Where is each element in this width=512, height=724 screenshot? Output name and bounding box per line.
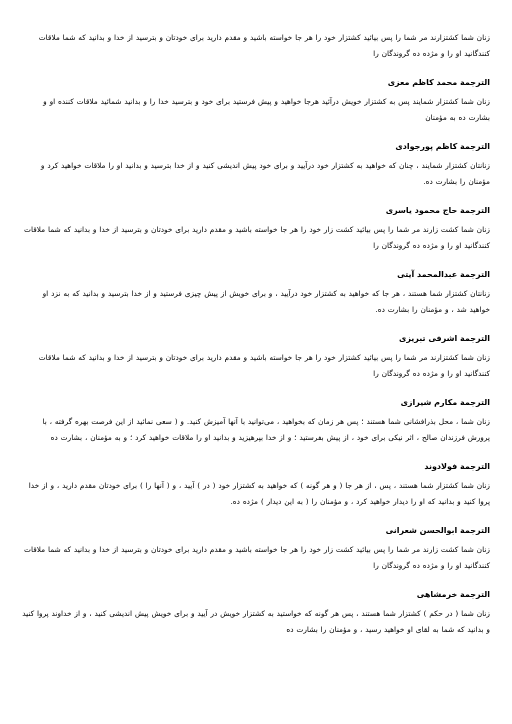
translation-text: زنان شما کشتزارند مر شما را پس بیائید کشتزار خود را هر جا خواسته باشید و مقدم دارید برای خودتان و بترسید از خدا و بدانید که شما ملاقات کنندگانید او را و مژده ده گروندگان را [38,353,490,378]
translation-text: زنان شما کشت زارند مر شما را پس بیائید کشت زار خود را هر جا خواسته باشید و مقدم دارید برای خودتان و بترسید از خدا و بدانید که شما ملاقات کنندگانید او را و مژده ده گروندگان را [23,545,490,570]
translation-entry [22,589,490,638]
translation-title: الترجمة کاظم پورجوادی [395,142,490,151]
translation-entry [22,525,490,574]
translation-text: زنان شما ( در حکم ) کشتزار شما هستند ، پس هر گونه که خواستید به کشتزار خویش در آیید و برای خویش پیش اندیشی کنید ، و از خداوند پروا کنید و بدانید که شما به لقای او خواهید رسید ، و مؤمنان را بشارت ده [22,609,490,634]
translation-title: الترجمة عبدالمحمد آیتی [397,270,490,279]
translation-title: الترجمة حاج محمود یاسری [385,206,490,215]
translation-text: زنانتان کشتزار شمایند ، چنان که خواهید به کشتزار خود درآیید و برای خود پیش اندیشی کنید و از خدا بترسید و بدانید او را ملاقات خواهید کرد و مؤمنان را بشارت ده. [40,161,490,186]
translation-title: الترجمة خرمشاهی [416,590,490,599]
translation-entry [22,333,490,382]
translation-text: زنان شما ، محل بذرافشانی شما هستند ؛ پس هر زمان که بخواهید ، می‌توانید با آنها آمیزش کنید. و ( سعی نمائید از این فرصت بهره گرفته ، با پرورش فرزندان صالح ، اثر نیکی برای خود ، از پیش بفرستید ؛ و از خدا بپرهیزید و بدانید او را ملاقات خواهید کرد ؛ و به مؤمنان ، بشارت ده [42,417,490,442]
translation-text: زنان شما کشت زارند مر شما را پس بیائید کشت زار خود را هر جا خواسته باشید و مقدم دارید برای خودتان و بترسید از خدا و بدانید که شما ملاقات کنندگانید او را و مژده ده گروندگان را [23,225,490,250]
translation-entry [22,77,490,126]
translation-entry [22,141,490,190]
translation-text: زنانتان کشتزار شما هستند ، هر جا که خواهید به کشتزار خود درآیید ، و برای خویش از پیش چیزی فرستید و از خدا بترسید و بدانید که به نزد او خواهید شد ، و مؤمنان را بشارت ده. [42,289,490,314]
translation-entry [22,269,490,318]
translation-entry [22,461,490,510]
translation-text: زنان شما کشتزار شمایند پس به کشتزار خویش درآئید هرجا خواهید و پیش فرستید برای خود و بترسید خدا را و بدانید شمائید ملاقات کننده او و بشارت ده به مؤمنان [43,97,490,122]
translation-entry [22,397,490,446]
translation-title: الترجمة فولادوند [424,462,490,471]
translation-title: الترجمة محمد کاظم معزی [387,78,490,87]
translation-entry [22,205,490,254]
translation-title: الترجمة اشرفی تبریزی [398,334,490,343]
translation-title: الترجمة مکارم شیرازی [400,398,490,407]
translation-title: الترجمة ابوالحسن شعرانی [385,526,490,535]
intro-paragraph: زنان شما کشتزارند مر شما را پس بیائید کشتزار خود را هر جا خواسته باشید و مقدم دارید برای خودتان و بترسید از خدا و بدانید که شما ملاقات کنندگانید او را و مژده ده گروندگان را [38,33,490,58]
translation-text: زنان شما کشتزار شما هستند ، پس ، از هر جا ( و هر گونه ) که خواهید به کشتزار خود ( در ) آیید ، و ( آنها را ) برای خودتان مقدم دارید ، و از خدا پروا کنید و بدانید که او را دیدار خواهید کرد ، و مؤمنان را ( به این دیدار ) مژده ده. [28,481,490,506]
